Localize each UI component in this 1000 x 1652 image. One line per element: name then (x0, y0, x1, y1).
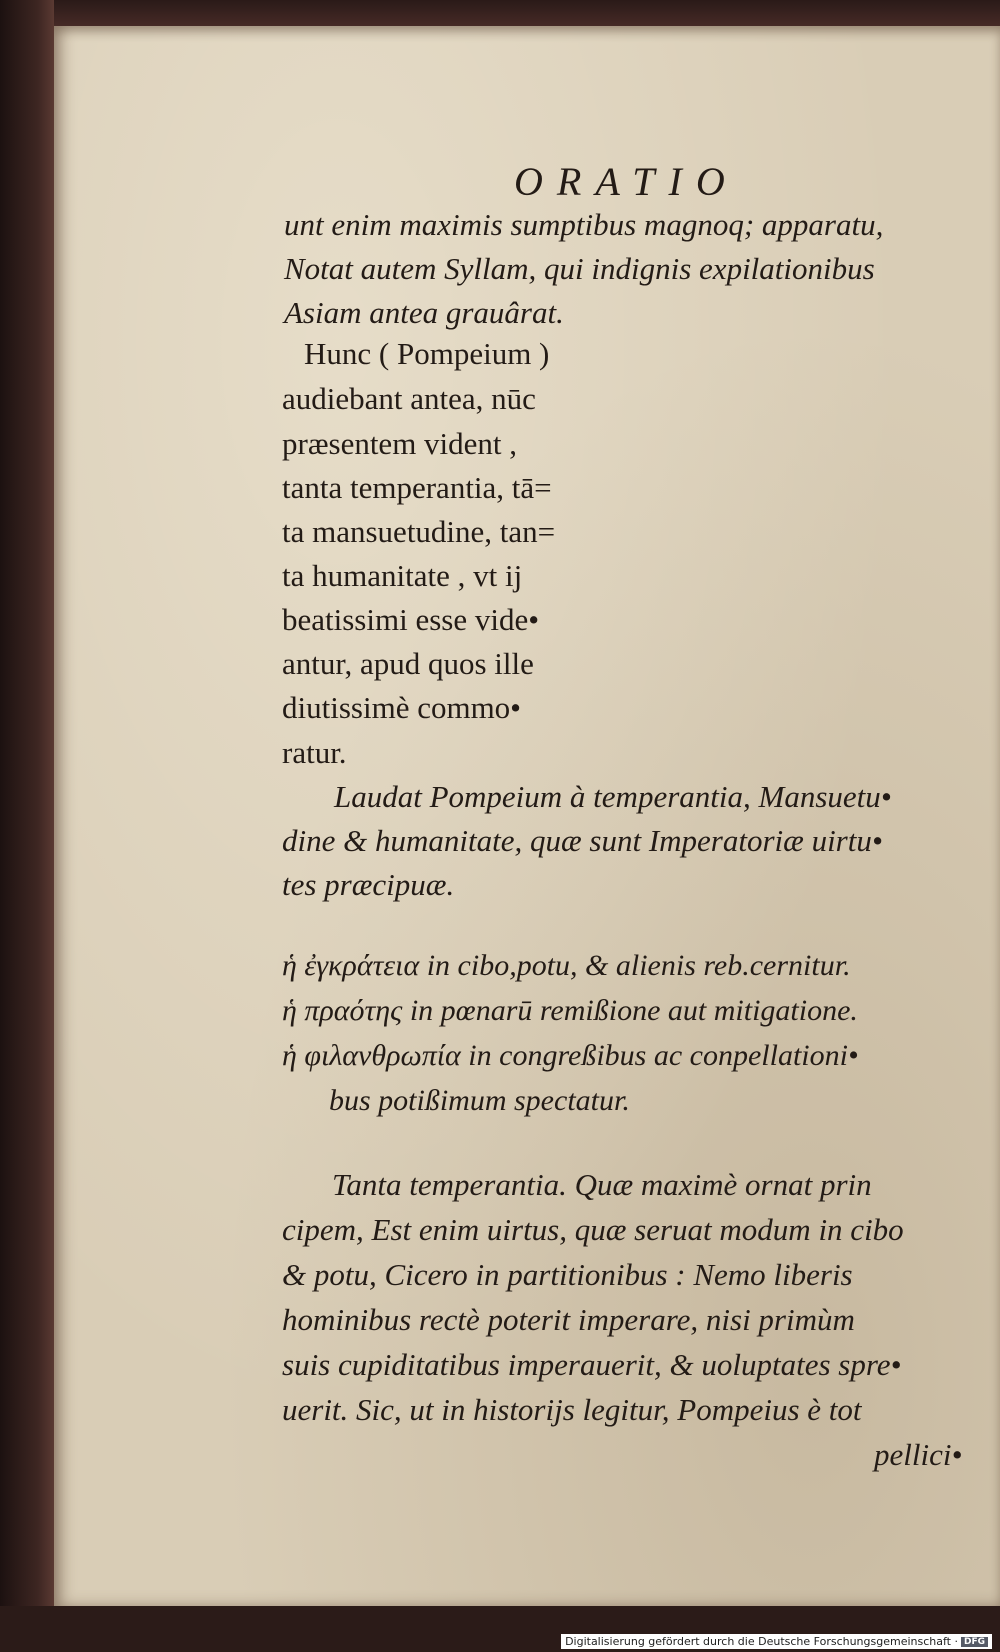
text-line: uerit. Sic, ut in historijs legitur, Pompeius è tot (282, 1392, 862, 1427)
text-line: dine & humanitate, quæ sunt Imperatoriæ uirtu• (282, 823, 883, 858)
dfg-logo-icon: DFG (961, 1637, 988, 1647)
text-line: suis cupiditatibus imperauerit, & uoluptates spre• (282, 1347, 902, 1382)
running-heading: ORATIO (514, 159, 739, 204)
text-line: ἡ φιλανθρωπία in congreßibus ac conpellationi• (282, 1039, 859, 1072)
text-line: cipem, Est enim uirtus, quæ seruat modum in cibo (282, 1212, 904, 1247)
book-page (54, 26, 1000, 1606)
text-line: tes præcipuæ. (282, 867, 455, 902)
text-line: bus potißimum spectatur. (329, 1084, 630, 1117)
text-line: audiebant antea, nūc (282, 381, 536, 416)
text-line: Notat autem Syllam, qui indignis expilationibus (284, 251, 875, 286)
catchword: pellici• (874, 1437, 963, 1472)
text-line: Hunc ( Pompeium ) (304, 336, 550, 371)
text-line: ta humanitate , vt ij (282, 558, 523, 593)
text-line: ἡ πραότης in pœnarū remißione aut mitigatione. (282, 994, 858, 1027)
text-line: Asiam antea grauârat. (284, 295, 564, 330)
text-line: unt enim maximis sumptibus magnoq; apparatu, (284, 207, 884, 242)
book-binding-edge (0, 0, 54, 1652)
digitization-credit (561, 1634, 992, 1649)
text-line: ta mansuetudine, tan= (282, 514, 556, 549)
text-line: tanta temperantia, tā= (282, 470, 552, 505)
text-line: beatissimi esse vide• (282, 602, 540, 637)
text-line: diutissimè commo• (282, 690, 522, 725)
credit-text: Digitalisierung gefördert durch die Deutsche Forschungsgemeinschaft · (565, 1635, 958, 1648)
text-line: ratur. (282, 735, 347, 770)
viewer-footer (0, 1606, 1000, 1652)
text-line: antur, apud quos ille (282, 646, 534, 681)
text-line: præsentem vident , (282, 426, 518, 461)
text-line: Tanta temperantia. Quæ maximè ornat prin (332, 1167, 872, 1202)
text-line: & potu, Cicero in partitionibus : Nemo liberis (282, 1257, 853, 1292)
text-line: hominibus rectè poterit imperare, nisi primùm (282, 1302, 855, 1337)
text-line: ἡ ἐγκράτεια in cibo,potu, & alienis reb.cernitur. (282, 949, 851, 982)
text-line: Laudat Pompeium à temperantia, Mansuetu• (334, 779, 892, 814)
